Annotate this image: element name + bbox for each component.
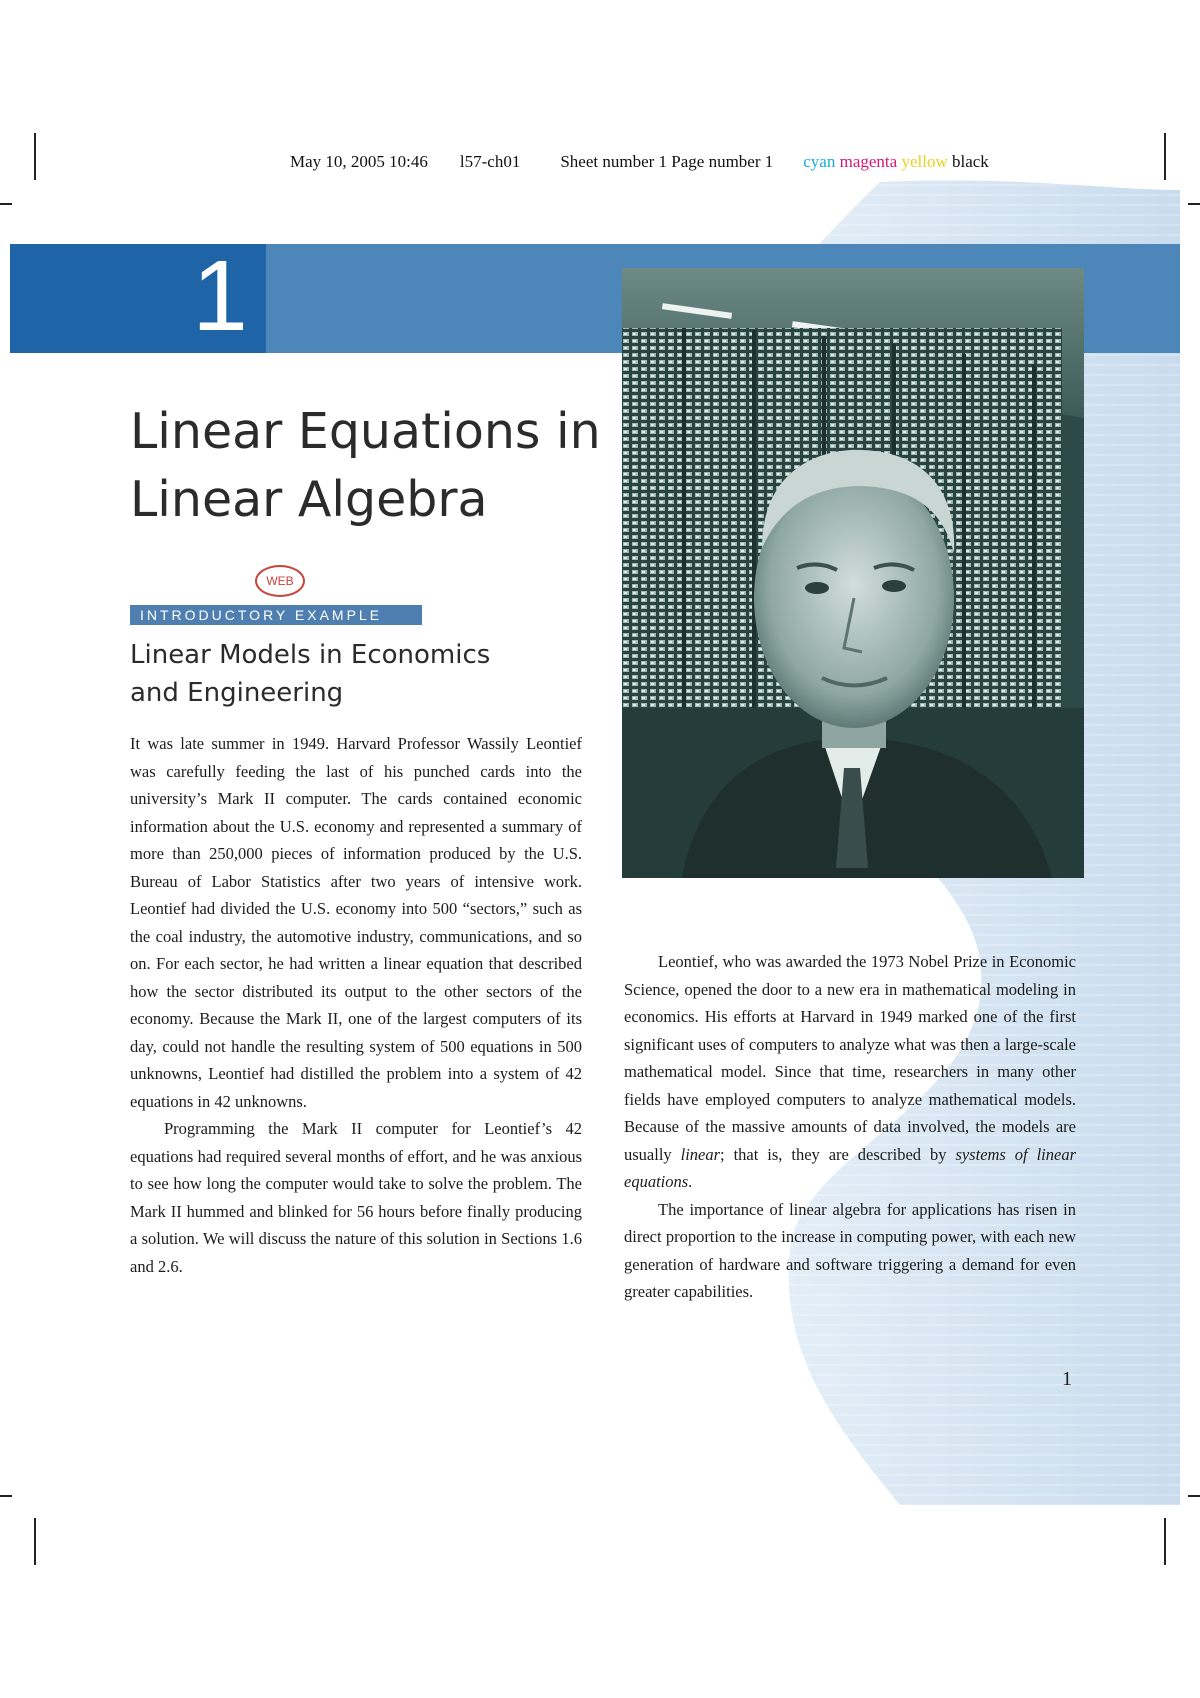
- chapter-title-line-2: Linear Algebra: [130, 471, 488, 528]
- section-title-line-1: Linear Models in Economics: [130, 640, 491, 670]
- chapter-title-line-1: Linear Equations in: [130, 403, 601, 460]
- portrait-photo-icon: [622, 268, 1084, 878]
- crop-mark-top-left-vertical: [34, 133, 36, 180]
- crop-mark-bottom-left-vertical: [34, 1518, 36, 1565]
- section-title: [130, 636, 550, 712]
- chapter-title: [130, 398, 610, 534]
- paragraph: [624, 948, 1076, 1196]
- emphasis-linear: linear: [680, 1144, 721, 1164]
- paragraph-text: .: [688, 1172, 693, 1191]
- page-number: 1: [1062, 1368, 1072, 1390]
- emphasis-systems: systems of linear equations: [624, 1144, 1076, 1191]
- crop-mark-top-right-vertical: [1164, 133, 1166, 180]
- slug-cyan: cyan: [803, 152, 836, 171]
- slug-black: black: [951, 152, 989, 171]
- slug-magenta: magenta: [839, 152, 898, 171]
- slug-date: May 10, 2005 10:46: [290, 152, 428, 171]
- paragraph-text: Leontief, who was awarded the 1973 Nobel Prize in Economic Science, opened the door to a new era in mathematical modeling in economics. His efforts at Harvard in 1949 marked one of the first significant uses of computers to analyze what was then a large-scale mathematical model. Since that time, researchers in many other fields have employed computers to analyze mathematical models. Because of the massive amounts of data involved, the models are usually: [624, 952, 1076, 1164]
- crop-mark-bottom-right-vertical: [1164, 1518, 1166, 1565]
- photo-leontief-mark-ii: [622, 268, 1084, 878]
- introductory-example-label: INTRODUCTORY EXAMPLE: [130, 605, 422, 625]
- printer-slug-line: [290, 152, 989, 172]
- section-title-line-2: and Engineering: [130, 678, 344, 708]
- paragraph-text: ; that is, they are described by: [720, 1144, 956, 1164]
- slug-yellow: yellow: [901, 152, 948, 171]
- slug-file: l57-ch01: [459, 152, 521, 171]
- paragraph: The importance of linear algebra for applications has risen in direct proportion to the increase in computing power, with each new generation of hardware and software triggering a demand for even greater capabilities.: [624, 1199, 1076, 1301]
- paragraph: It was late summer in 1949. Harvard Professor Wassily Leontief was carefully feeding the last of his punched cards into the university’s Mark II computer. The cards contained economic information about the U.S. economy and represented a summary of more than 250,000 pieces of information produced by the U.S. Bureau of Labor Statistics after two years of intensive work. Leontief had divided the U.S. economy into 500 “sectors,” such as the coal industry, the automotive industry, communications, and so on. For each sector, he had written a linear equation that described how the sector distributed its output to the other sectors of the economy. Because the Mark II, one of the largest computers of its day, could not handle the resulting system of 500 equations in 500 unknowns, Leontief had distilled the problem into a system of 42 equations in 42 unknowns.: [130, 734, 582, 1111]
- right-text-column: [624, 948, 1076, 1306]
- crop-mark-top-right-horizontal: [1188, 203, 1200, 205]
- crop-mark-bottom-right-horizontal: [1188, 1495, 1200, 1497]
- left-text-column: [130, 730, 582, 1280]
- paragraph: Programming the Mark II computer for Leontief’s 42 equations had required several months of effort, and he was anxious to see how long the computer would take to solve the problem. The Mark II hummed and blinked for 56 hours before finally producing a solution. We will discuss the nature of this solution in Sections 1.6 and 2.6.: [130, 1119, 582, 1276]
- slug-sheet: Sheet number 1 Page number 1: [560, 152, 774, 171]
- crop-mark-bottom-left-horizontal: [0, 1495, 12, 1497]
- web-badge-icon: WEB: [255, 565, 305, 597]
- chapter-number: 1: [192, 240, 248, 352]
- crop-mark-top-left-horizontal: [0, 203, 12, 205]
